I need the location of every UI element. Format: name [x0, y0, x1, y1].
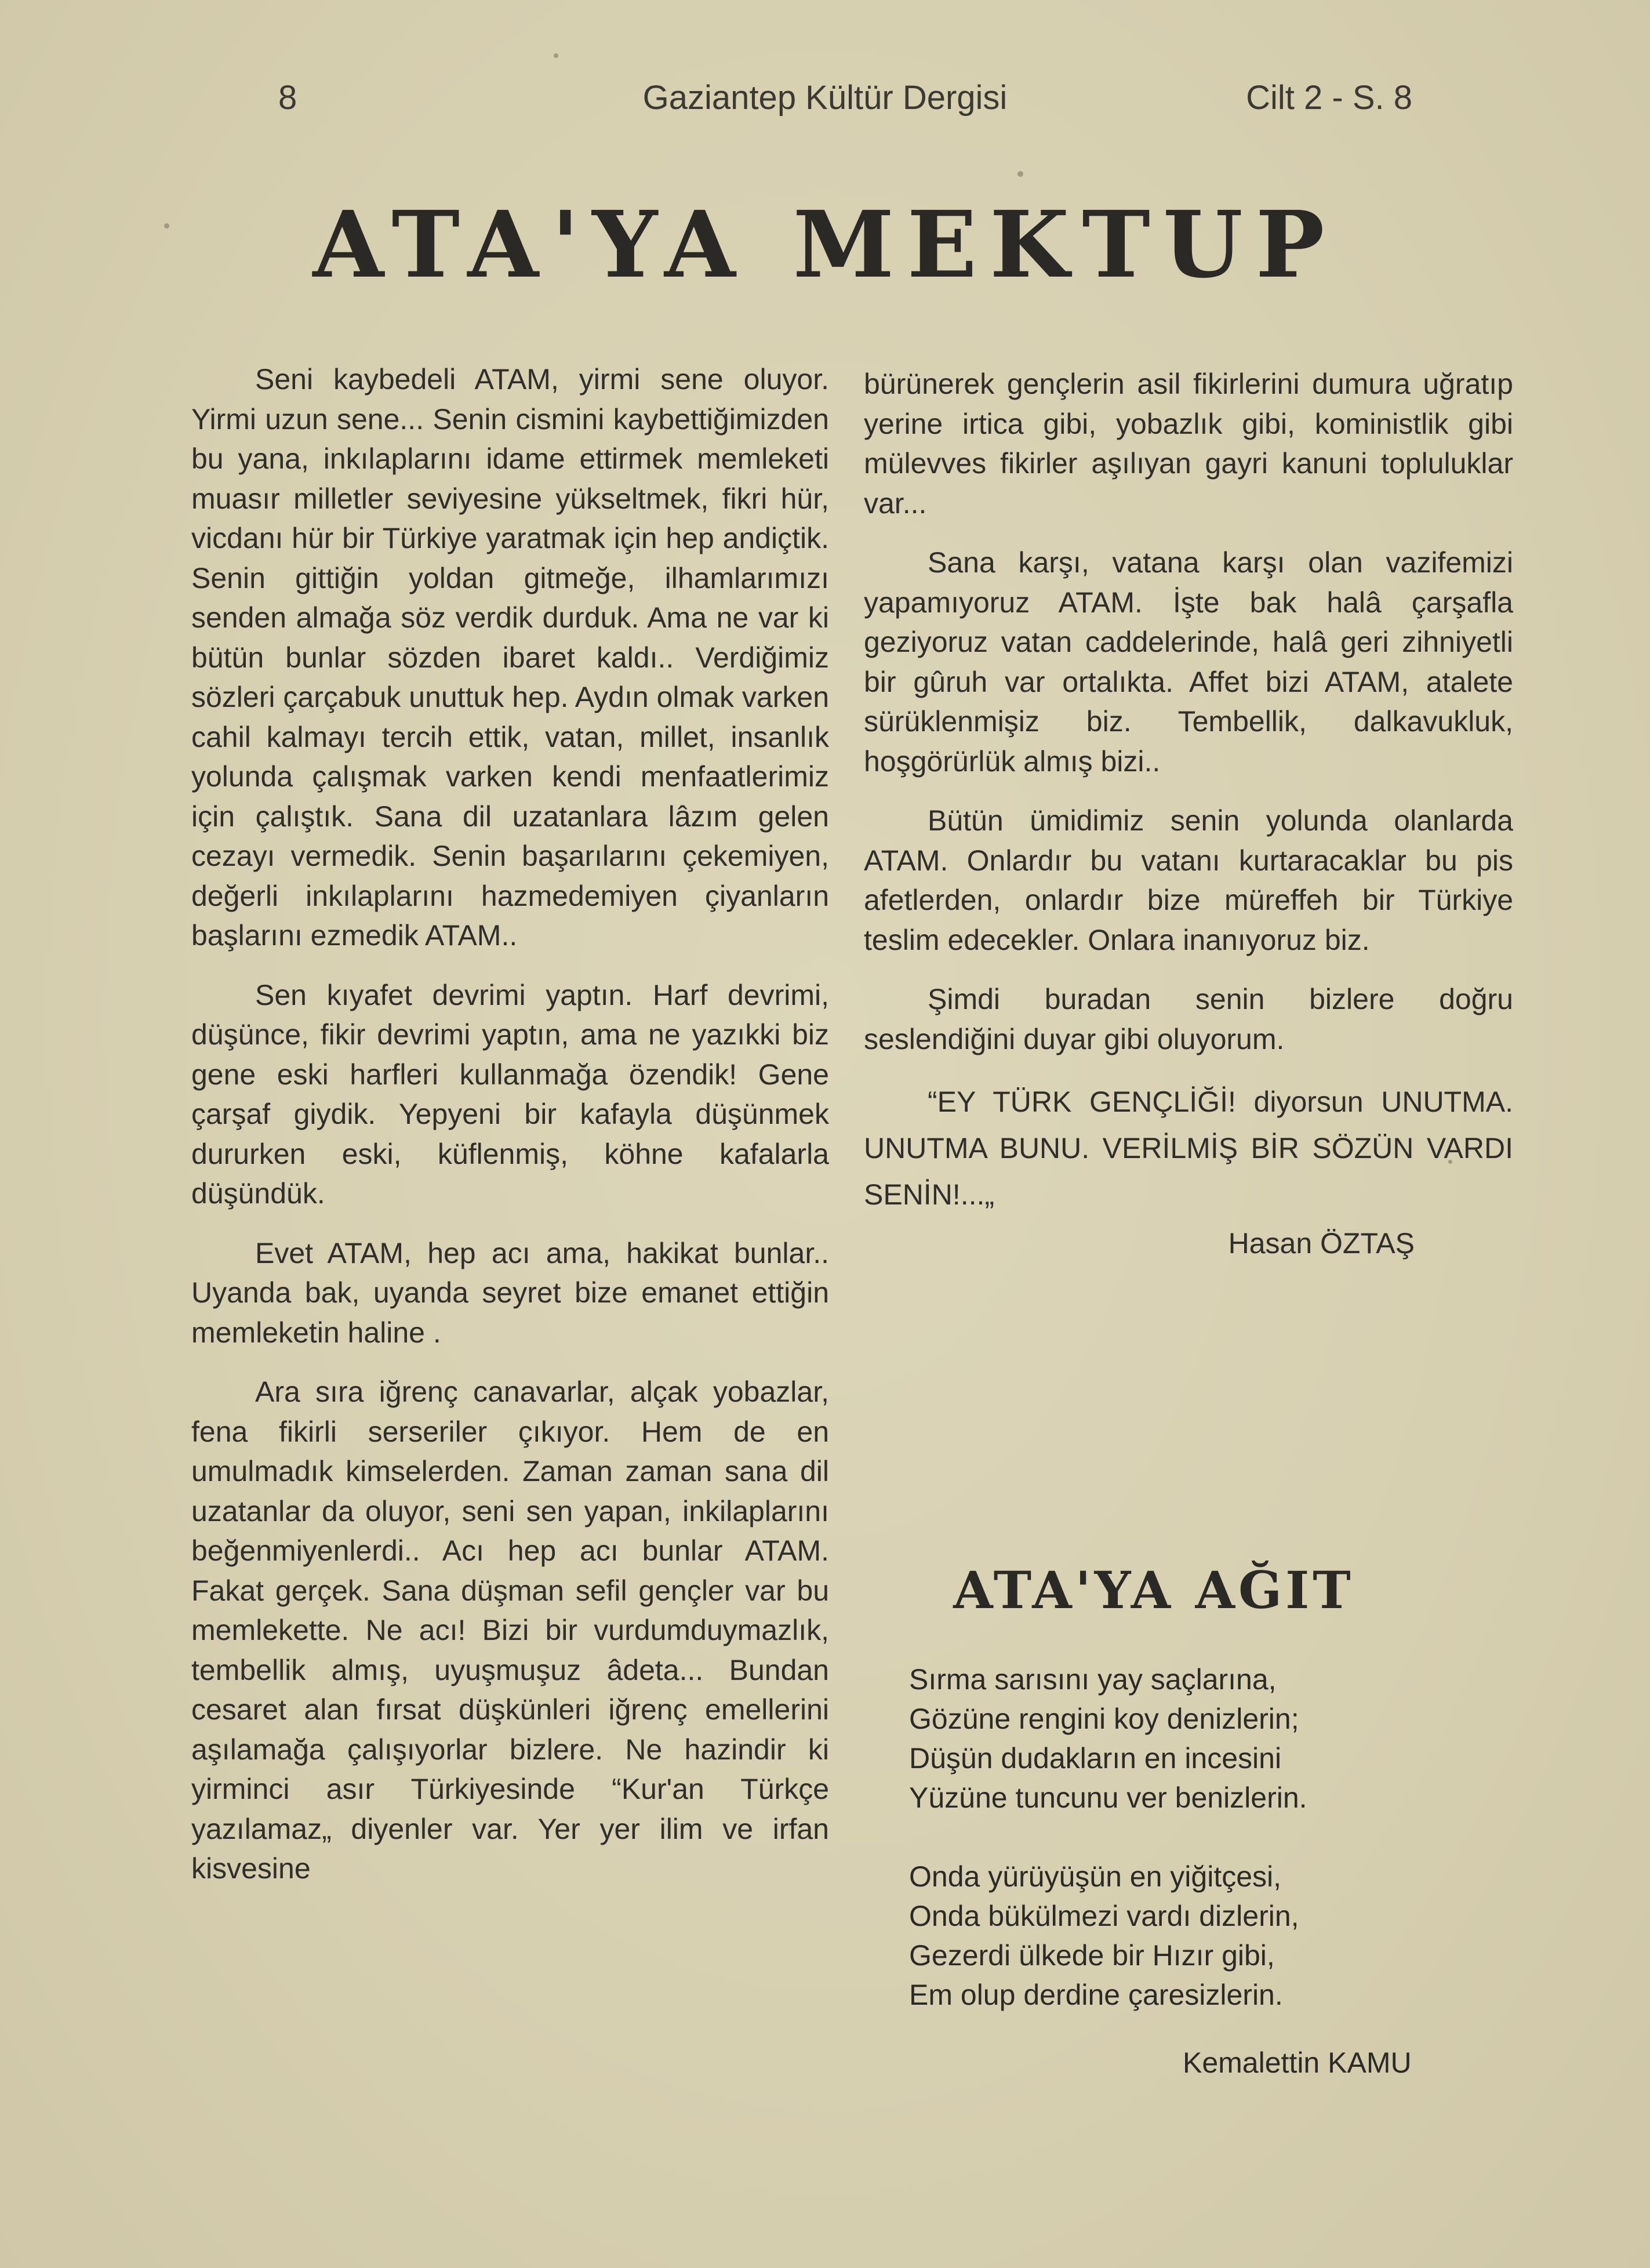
poem-author: Kemalettin KAMU: [1183, 2046, 1412, 2079]
article-paragraph: Ara sıra iğrenç canavarlar, alçak yobazlar, fena fikirli serseriler çıkıyor. Hem de en umulmadık kimselerden. Zaman zaman sana dil uzatanlar da oluyor, seni sen yapan, inkilaplarını beğenmiyenlerdi.. Acı hep acı bunlar ATAM. Fakat gerçek. Sana düşman sefil gençler var bu memlekette. Ne acı! Bizi bir vurdumduymazlık, tembellik almış, uyuşmuşuz âdeta... Bundan cesaret alan fırsat düşkünleri iğrenç emellerini aşılamağa çalışıyorlar bizlere. Ne hazindir ki yirminci asır Türkiyesinde “Kur'an Türkçe yazılamaz„ diyenler var. Yer yer ilim ve irfan kisvesine: [191, 1376, 829, 1885]
article-title: ATA'YA MEKTUP: [312, 191, 1338, 299]
article-paragraph: Sana karşı, vatana karşı olan vazifemizi yapamıyoruz ATAM. İşte bak halâ çarşafla geziyoruz vatan caddelerinde, halâ geri zihniyetli bir gûruh var ortalıkta. Affet bizi ATAM, atalete sürüklenmişiz biz. Tembellik, dalkavukluk, hoşgörürlük almış bizi..: [864, 546, 1513, 778]
article-paragraph: Evet ATAM, hep acı ama, hakikat bunlar.. Uyanda bak, uyanda seyret bize emanet ettiğin memleketin haline .: [191, 1236, 829, 1349]
poem-line: Onda yürüyüşün en yiğitçesi,: [909, 1860, 1282, 1893]
article-paragraph: bürünerek gençlerin asil fikirlerini dumura uğratıp yerine irtica gibi, yobazlık gibi, koministlik gibi mülevves fikirler aşılıyan gayri kanuni topluluklar var...: [864, 368, 1513, 520]
poem-stanza: [909, 1660, 1477, 1817]
issue-label: Cilt 2 - S. 8: [1246, 79, 1412, 117]
poem-line: Em olup derdine çaresizlerin.: [909, 1979, 1283, 2011]
journal-name: Gaziantep Kültür Dergisi: [642, 79, 1008, 117]
poem-line: Gözüne rengini koy denizlerin;: [909, 1703, 1299, 1735]
poem-line: Yüzüne tuncunu ver benizlerin.: [909, 1781, 1307, 1814]
article-paragraph: Bütün ümidimiz senin yolunda olanlarda ATAM. Onlardır bu vatanı kurtaracaklar bu pis afetlerden, onlardır bize müreffeh bir Türkiye teslim edecekler. Onlara inanıyoruz biz.: [864, 804, 1513, 956]
poem-stanza: [909, 1857, 1477, 2015]
article-paragraph: Sen kıyafet devrimi yaptın. Harf devrimi, düşünce, fikir devrimi yaptın, ama ne yazıkki biz gene eski harfleri kullanmağa özendik! Gene çarşaf giydik. Yepyeni bir kafayla düşünmek dururken eski, küflenmiş, köhne kafalarla düşündük.: [191, 978, 829, 1210]
ataturk-quote: “EY TÜRK GENÇLİĞİ! diyorsun UNUTMA. UNUTMA BUNU. VERİLMİŞ BİR SÖZÜN VARDI SENİN!...„: [864, 1086, 1513, 1211]
paper-speck: [554, 53, 558, 58]
article-paragraph: Seni kaybedeli ATAM, yirmi sene oluyor. Yirmi uzun sene... Senin cismini kaybettiğimizden bu yana, inkılaplarını idame ettirmek memleketi muasır milletler seviyesine yükseltmek, fikri hür, vicdanı hür bir Türkiye yaratmak için hep andiçtik. Senin gittiğin yoldan gitmeğe, ilhamlarımızı senden almağa söz verdik durduk. Ama ne var ki bütün bunlar sözden ibaret kaldı.. Verdiğimiz sözleri çarçabuk unuttuk hep. Aydın olmak varken cahil kalmayı tercih ettik, vatan, millet, insanlık yolunda çalışmak varken kendi menfaatlerimiz için çalıştık. Sana dil uzatanlara lâzım gelen cezayı vermedik. Senin başarılarını çekemiyen, değerli inkılaplarını hazmedemiyen çiyanların başlarını ezmedik ATAM..: [191, 363, 829, 952]
poem-line: Gezerdi ülkede bir Hızır gibi,: [909, 1939, 1275, 1972]
article-author: Hasan ÖZTAŞ: [1228, 1227, 1415, 1260]
article-right-column: [864, 364, 1513, 1264]
poem-title: ATA'YA AĞIT: [953, 1560, 1354, 1620]
poem-line: Onda bükülmezi vardı dizlerin,: [909, 1900, 1299, 1932]
poem-line: Düşün dudakların en incesini: [909, 1742, 1282, 1775]
poem-body: [909, 1660, 1477, 2054]
poem-line: Sırma sarısını yay saçlarına,: [909, 1663, 1277, 1696]
page-number: 8: [278, 79, 297, 117]
article-paragraph: Şimdi buradan senin bizlere doğru seslendiğini duyar gibi oluyorum.: [864, 983, 1513, 1055]
article-left-column: [191, 360, 829, 1908]
paper-speck: [1017, 171, 1023, 177]
